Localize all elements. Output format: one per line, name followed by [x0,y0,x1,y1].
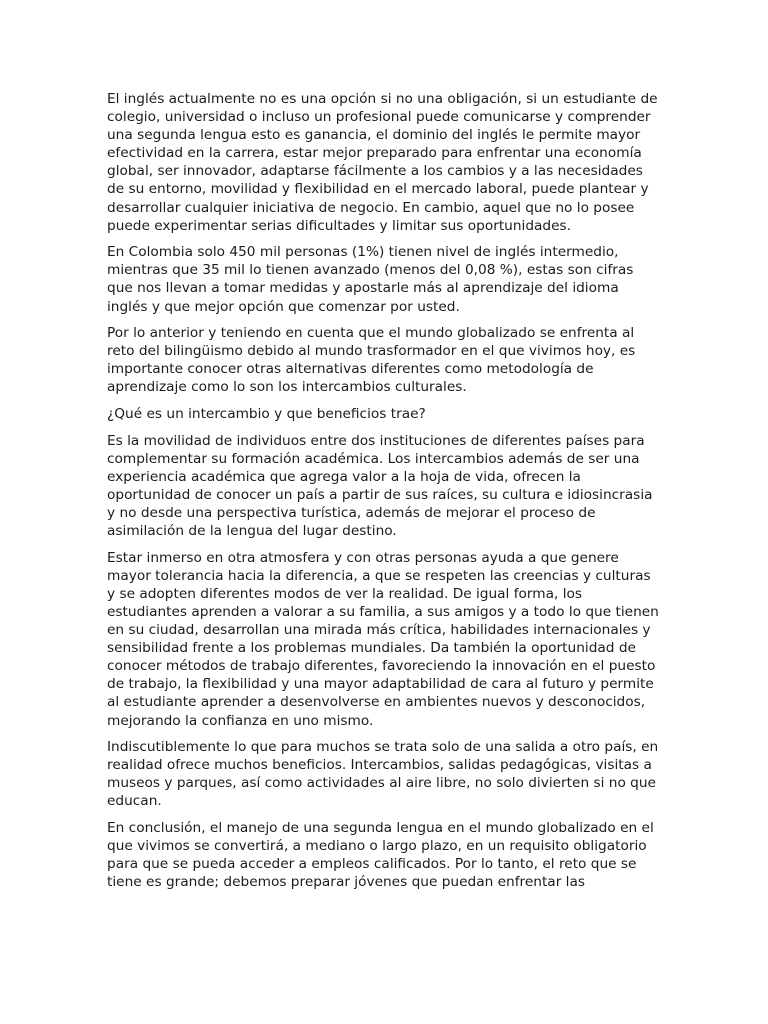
paragraph-exchange-definition: Es la movilidad de individuos entre dos instituciones de diferentes países para complementar su formación académica. Los intercambios además de ser una experiencia académica que agrega valor a la hoja de vida, ofrecen la oportunidad de conocer un país a partir de sus raíces, su cultura e idiosincrasia y no desde una perspectiva turística, además de mejorar el proceso de asimilación de la lengua del lugar destino. [107,432,653,540]
paragraph-bilingualism: Por lo anterior y teniendo en cuenta que el mundo globalizado se enfrenta al reto del bilingüismo debido al mundo trasformador en el que vivimos hoy, es importante conocer otras alternativas diferentes como metodología de aprendizaje como lo son los intercambios culturales. [107,325,636,396]
document-page [107,90,663,900]
paragraph-conclusion: En conclusión, el manejo de una segunda lengua en el mundo globalizado en el que vivimos se convertirá, a mediano o largo plazo, en un requisito obligatorio para que se pueda acceder a empleos calificados. Por lo tanto, el reto que se tiene es grande; debemos preparar jóvenes que puedan enfrentar las [107,819,654,891]
paragraph-immersion: Estar inmerso en otra atmosfera y con otras personas ayuda a que genere mayor tolerancia hacia la diferencia, a que se respeten las creencias y culturas y se adopten diferentes modos de ver la realidad. De igual forma, los estudiantes aprenden a valorar a su familia, a sus amigos y a todo lo que tienen en su ciudad, desarrollan una mirada más crítica, habilidades internacionales y sensibilidad frente a los problemas mundiales. Da también la oportunidad de conocer métodos de trabajo diferentes, favoreciendo la innovación en el puesto de trabajo, la flexibilidad y una mayor adaptabilidad de cara al futuro y permite al estudiante aprender a desenvolverse en ambientes nuevos y desconocidos, mejorando la confianza en uno mismo. [107,549,659,729]
paragraph-question: ¿Qué es un intercambio y que beneficios trae? [107,406,426,422]
paragraph-intro: El inglés actualmente no es una opción si no una obligación, si un estudiante de colegio, universidad o incluso un profesional puede comunicarse y comprender una segunda lengua esto es ganancia, el dominio del inglés le permite mayor efectividad en la carrera, estar mejor preparado para enfrentar una economía global, ser innovador, adaptarse fácilmente a los cambios y a las necesidades de su entorno, movilidad y flexibilidad en el mercado laboral, puede plantear y desarrollar cualquier iniciativa de negocio. En cambio, aquel que no lo posee puede experimentar serias dificultades y limitar sus oportunidades. [107,91,658,234]
paragraph-benefits: Indiscutiblemente lo que para muchos se trata solo de una salida a otro país, en realidad ofrece muchos beneficios. Intercambios, salidas pedagógicas, visitas a museos y parques, así como actividades al aire libre, no solo divierten si no que educan. [107,739,659,810]
paragraph-colombia-stats: En Colombia solo 450 mil personas (1%) tienen nivel de inglés intermedio, mientras que 35 mil lo tienen avanzado (menos del 0,08 %), estas son cifras que nos llevan a tomar medidas y apostarle más al aprendizaje del idioma inglés y que mejor opción que comenzar por usted. [107,244,634,315]
